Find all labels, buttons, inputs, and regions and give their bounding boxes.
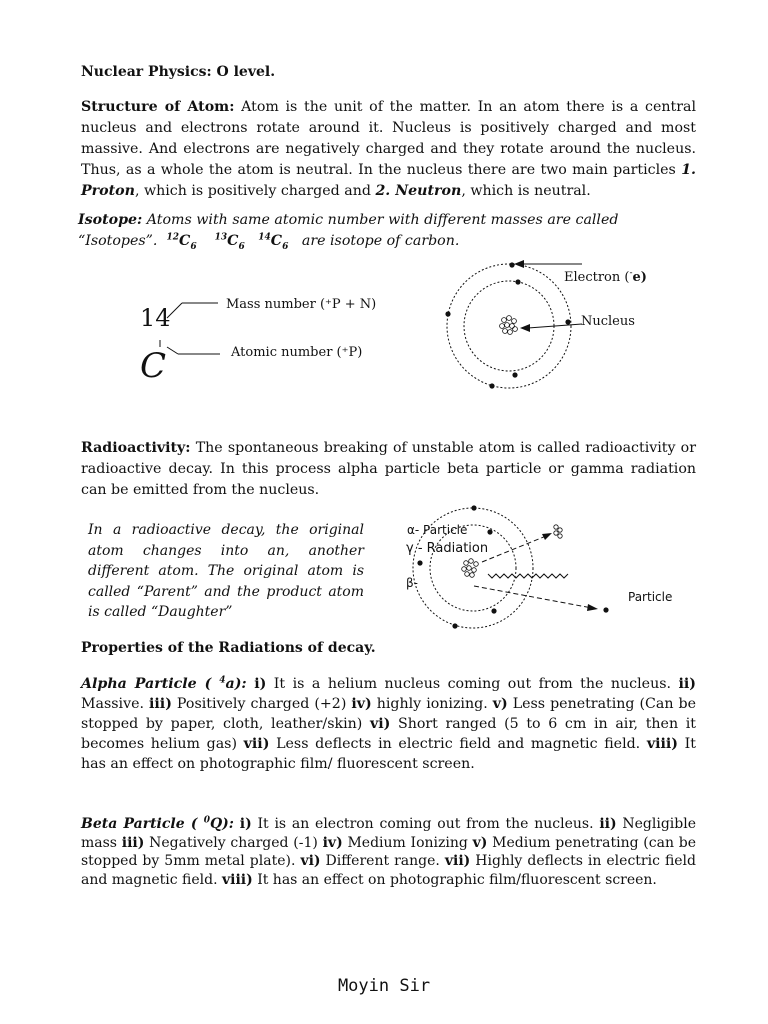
notation-symbol: C <box>140 346 167 386</box>
alpha-heading: Alpha Particle ( $^4$a): <box>81 675 247 692</box>
structure-heading: Structure of Atom: <box>81 99 235 115</box>
isotope-c12: $^{12}C_6$ <box>166 232 197 252</box>
structure-text: Atom is the unit of the matter. In an atom there is a central nucleus and electrons rotate around it. Nucleus is positively charged and most massive. And electrons are negatively charged and they rotate around the nucleus. Thus, as a whole the atom is neutral. In the nucleus there are two main particles <box>81 99 696 178</box>
isotope-c13: $^{13}C_6$ <box>214 232 245 252</box>
gamma-radiation-label: γ - Radiation <box>406 541 489 556</box>
alpha-particle-label: α- Particle <box>407 523 468 537</box>
mass-number-label: Mass number (⁺P + N) <box>226 297 377 312</box>
atomic-number-label: Atomic number (⁺P) <box>231 345 363 360</box>
proton-term: 1. Proton <box>81 162 696 199</box>
structure-text: , which is neutral. <box>461 183 591 199</box>
decay-nucleus <box>462 559 479 578</box>
decay-note: In a radioactive decay, the original atom changes into an, another different atom. The original atom is called “Parent” and the product atom is called “Daughter” <box>88 522 364 620</box>
neutron-term: 2. Neutron <box>375 183 462 199</box>
page-title: Nuclear Physics: O level. <box>81 64 276 80</box>
isotope-c14: $^{14}C_6$ <box>258 232 289 252</box>
radioactivity-heading: Radioactivity: <box>81 440 191 456</box>
radioactivity-text: The spontaneous breaking of unstable atom is called radioactivity or radioactive decay. In this process alpha particle beta particle or gamma radiation can be emitted from the nucleus. <box>81 440 696 498</box>
beta-paragraph: Beta Particle ( $^0$Q): i) It is an electron coming out from the nucleus. ii) Negligible mass iii) Negatively charged (-1) iv) Medium Ionizing v) Medium penetrating (can be stopped by 5mm metal plate). vi) Different range. vii) Highly deflects in electric field and magnetic field. viii) It has an effect on photographic film/fluorescent screen. <box>81 815 696 888</box>
isotope-text: “Isotopes”. <box>78 233 158 249</box>
notation-mass-number: 14 <box>140 304 171 332</box>
nucleus-label: Nucleus <box>581 314 635 329</box>
structure-text: , which is positively charged and <box>134 183 376 199</box>
footer-author: Moyin Sir <box>337 976 431 996</box>
particle-label: Particle <box>628 590 673 604</box>
alpha-paragraph: Alpha Particle ( $^4$a): i) It is a helium nucleus coming out from the nucleus. ii) Massive. iii) Positively charged (+2) iv) highly ionizing. v) Less penetrating (Can be stopped by paper, cloth, leather/skin) vi) Short ranged (5 to 6 cm in air, then it becomes helium gas) vii) Less deflects in electric field and magnetic field. viii) It has an effect on photographic film/ fluorescent screen. <box>81 675 696 772</box>
alpha-cluster <box>554 525 562 538</box>
beta-label: β- <box>406 576 418 590</box>
isotope-text: are isotope of carbon. <box>301 233 460 249</box>
electron-label: Electron (-e) <box>564 268 647 285</box>
beta-heading: Beta Particle ( $^0$Q): <box>81 815 234 832</box>
properties-heading: Properties of the Radiations of decay. <box>81 640 376 656</box>
isotope-text: Atoms with same atomic number with different masses are called <box>142 212 619 228</box>
isotope-heading: Isotope: <box>78 212 143 228</box>
